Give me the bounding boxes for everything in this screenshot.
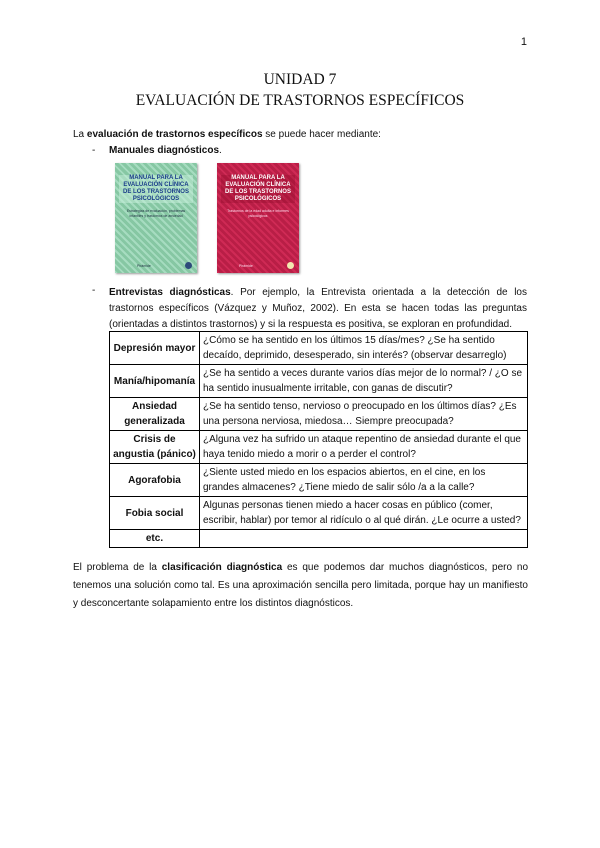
question-cell: ¿Alguna vez ha sufrido un ataque repentino de ansiedad durante el que haya tenido miedo a morir o a perder el control?	[199, 431, 527, 464]
book-green-publisher: Pirámide	[137, 264, 151, 268]
book-green-title: MANUAL PARA LA EVALUACIÓN CLÍNICA DE LOS TRASTORNOS PSICOLÓGICOS	[119, 175, 193, 203]
entrevistas-label: Entrevistas diagnósticas	[109, 287, 231, 298]
question-cell: ¿Cómo se ha sentido en los últimos 15 días/mes? ¿Se ha sentido decaído, deprimido, desesperado, sin interés? (observar desarreglo)	[199, 332, 527, 365]
disorder-cell: Depresión mayor	[110, 332, 200, 365]
question-cell	[199, 530, 527, 548]
disorder-cell: Manía/hipomanía	[110, 365, 200, 398]
page-number: 1	[520, 36, 527, 48]
book-red-publisher: Pirámide	[239, 264, 253, 268]
question-cell: ¿Se ha sentido tenso, nervioso o preocupado en los últimos días? ¿Es una persona nerviosa, miedosa… Siempre preocupada?	[199, 398, 527, 431]
bullet-dash-1: -	[92, 145, 96, 156]
question-cell: ¿Siente usted miedo en los espacios abiertos, en el cine, en los grandes almacenes? ¿Tiene miedo de salir sólo /a a la calle?	[199, 464, 527, 497]
book-red-title: MANUAL PARA LA EVALUACIÓN CLÍNICA DE LOS TRASTORNOS PSICOLÓGICOS	[221, 175, 295, 203]
publisher-logo-icon	[185, 262, 192, 269]
table-row	[110, 464, 528, 497]
unit-subtitle: EVALUACIÓN DE TRASTORNOS ESPECÍFICOS	[135, 92, 465, 109]
book-green-subtitle: Estrategias de evaluación, problemas infantiles y trastornos de ansiedad	[126, 209, 186, 218]
table-row	[110, 365, 528, 398]
intro-bold: evaluación de trastornos específicos	[86, 129, 263, 140]
diagnostic-questions-table	[109, 331, 528, 548]
closing-bold: clasificación diagnóstica	[161, 562, 283, 573]
bullet-entrevistas	[109, 285, 527, 333]
entrevistas-text: . Por ejemplo, la Entrevista orientada a la detección de los trastornos específicos (Vázquez y Muñoz, 2002). En esta se hacen todas las preguntas (orientadas a distintos trastornos) y si la respuesta es positiva, se exploran en profundidad.	[109, 287, 527, 330]
book-cover-red	[217, 163, 299, 273]
publisher-logo-icon	[287, 262, 294, 269]
closing-suffix: es que podemos dar muchos diagnósticos, pero no tenemos una solución como tal. Es una aproximación sencilla pero limitada, porque hay un manifiesto y desconcertante solapamiento entre los distintos diagnósticos.	[73, 562, 529, 609]
intro-paragraph	[73, 129, 381, 140]
disorder-cell: Fobia social	[110, 497, 200, 530]
bullet-dash-2: -	[92, 285, 96, 296]
table-row	[110, 530, 528, 548]
manuales-suffix: .	[219, 145, 222, 156]
disorder-cell: Agorafobia	[110, 464, 200, 497]
manuales-label: Manuales diagnósticos	[109, 145, 220, 156]
question-cell: Algunas personas tienen miedo a hacer cosas en público (comer, escribir, hablar) por temor al ridículo o al qué dirán. ¿Le ocurre a usted?	[199, 497, 527, 530]
closing-paragraph	[73, 559, 528, 613]
disorder-cell: etc.	[110, 530, 200, 548]
book-red-subtitle: Trastornos de la edad adulta e informes psicológicos	[227, 209, 289, 218]
table-row	[110, 332, 528, 365]
disorder-cell: Crisis de angustia (pánico)	[110, 431, 200, 464]
unit-title: UNIDAD 7	[263, 71, 337, 88]
table-row	[110, 497, 528, 530]
question-cell: ¿Se ha sentido a veces durante varios días mejor de lo normal? / ¿O se ha sentido inusualmente irritable, con ganas de discutir?	[199, 365, 527, 398]
table-row	[110, 398, 528, 431]
intro-prefix: La	[73, 129, 87, 140]
closing-prefix: El problema de la	[73, 562, 162, 573]
table-row	[110, 431, 528, 464]
book-cover-green	[115, 163, 197, 273]
bullet-manuales	[109, 145, 222, 156]
intro-suffix: se puede hacer mediante:	[262, 129, 381, 140]
disorder-cell: Ansiedad generalizada	[110, 398, 200, 431]
